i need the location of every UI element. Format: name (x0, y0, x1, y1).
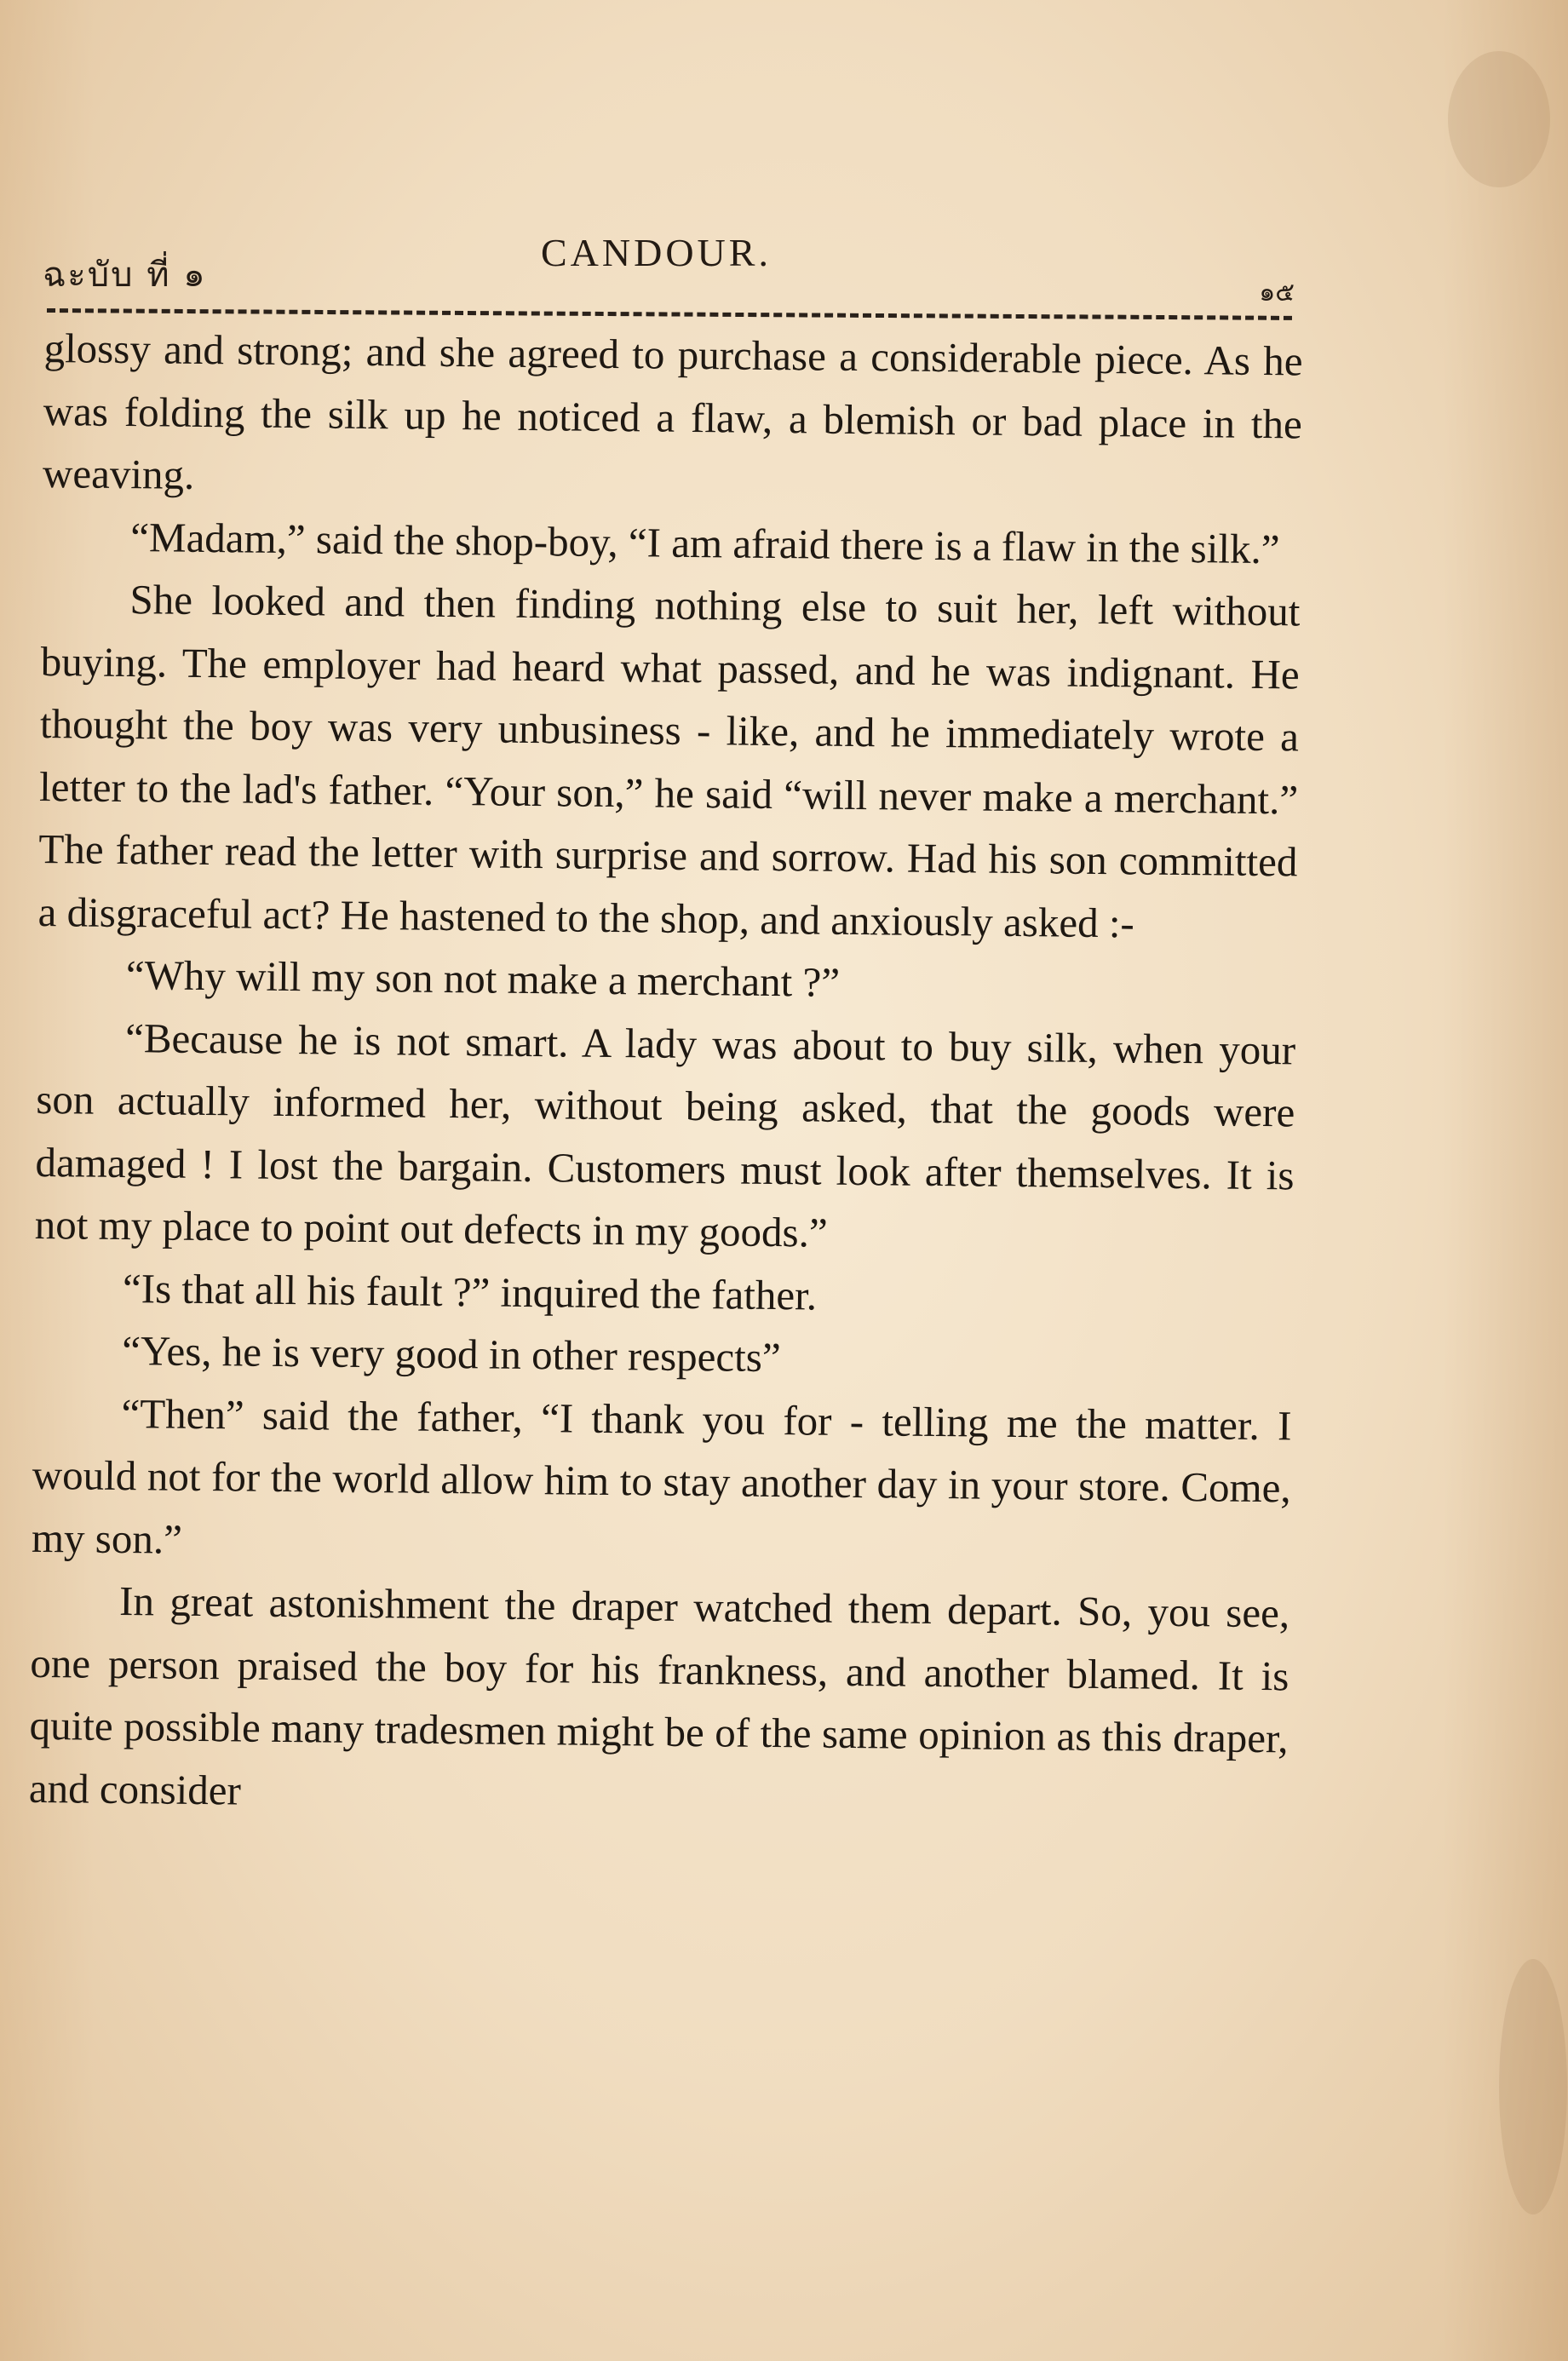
paragraph: “Because he is not smart. A lady was about to buy silk, when your son actually informed her, without being asked, that the goods were damaged ! I lost the bargain. Customers must look after themselves. It is not my place to point out defects in my goods.” (34, 1014, 1296, 1256)
paragraph: “Madam,” said the shop-boy, “I am afraid there is a flaw in the silk.” (130, 513, 1280, 572)
paragraph: “Then” said the father, “I thank you for - telling me the matter. I would not for the world allow him to stay another day in your store. Come, my son.” (31, 1389, 1292, 1563)
paragraph: “Why will my son not make a merchant ?” (125, 951, 841, 1006)
paragraph: She looked and then finding nothing else to suit her, left without buying. The employer had heard what passed, and he was indignant. He thought the boy was very unbusiness - like, and he immediately wrote a letter to the lad's father. “Your son,” he said “will never make a merchant.” The father read the letter with surprise and sorrow. Had his son committed a disgraceful act? He hastened to the shop, and anxiously asked :- (37, 576, 1301, 946)
page-number: ๑๕ (1259, 278, 1295, 307)
body-text (29, 317, 1303, 1832)
paragraph: “Is that all his fault ?” inquired the father. (122, 1264, 818, 1319)
page-title: CANDOUR. (541, 231, 772, 274)
running-header (34, 223, 1303, 307)
page-stain (1448, 51, 1550, 187)
page-stain (1499, 1959, 1567, 2215)
paragraph: “Yes, he is very good in other respects” (122, 1327, 781, 1382)
paragraph: glossy and strong; and she agreed to purchase a considerable piece. As he was folding the silk up he noticed a flaw, a blemish or bad place in the weaving. (42, 324, 1303, 498)
issue-number: ฉะบับ ที่ ๑ (43, 256, 207, 295)
paragraph: In great astonishment the draper watched them depart. So, you see, one person praised the boy for his frankness, and another blamed. It is quite possible many tradesmen might be of the same opinion as this draper, and consider (28, 1577, 1290, 1814)
